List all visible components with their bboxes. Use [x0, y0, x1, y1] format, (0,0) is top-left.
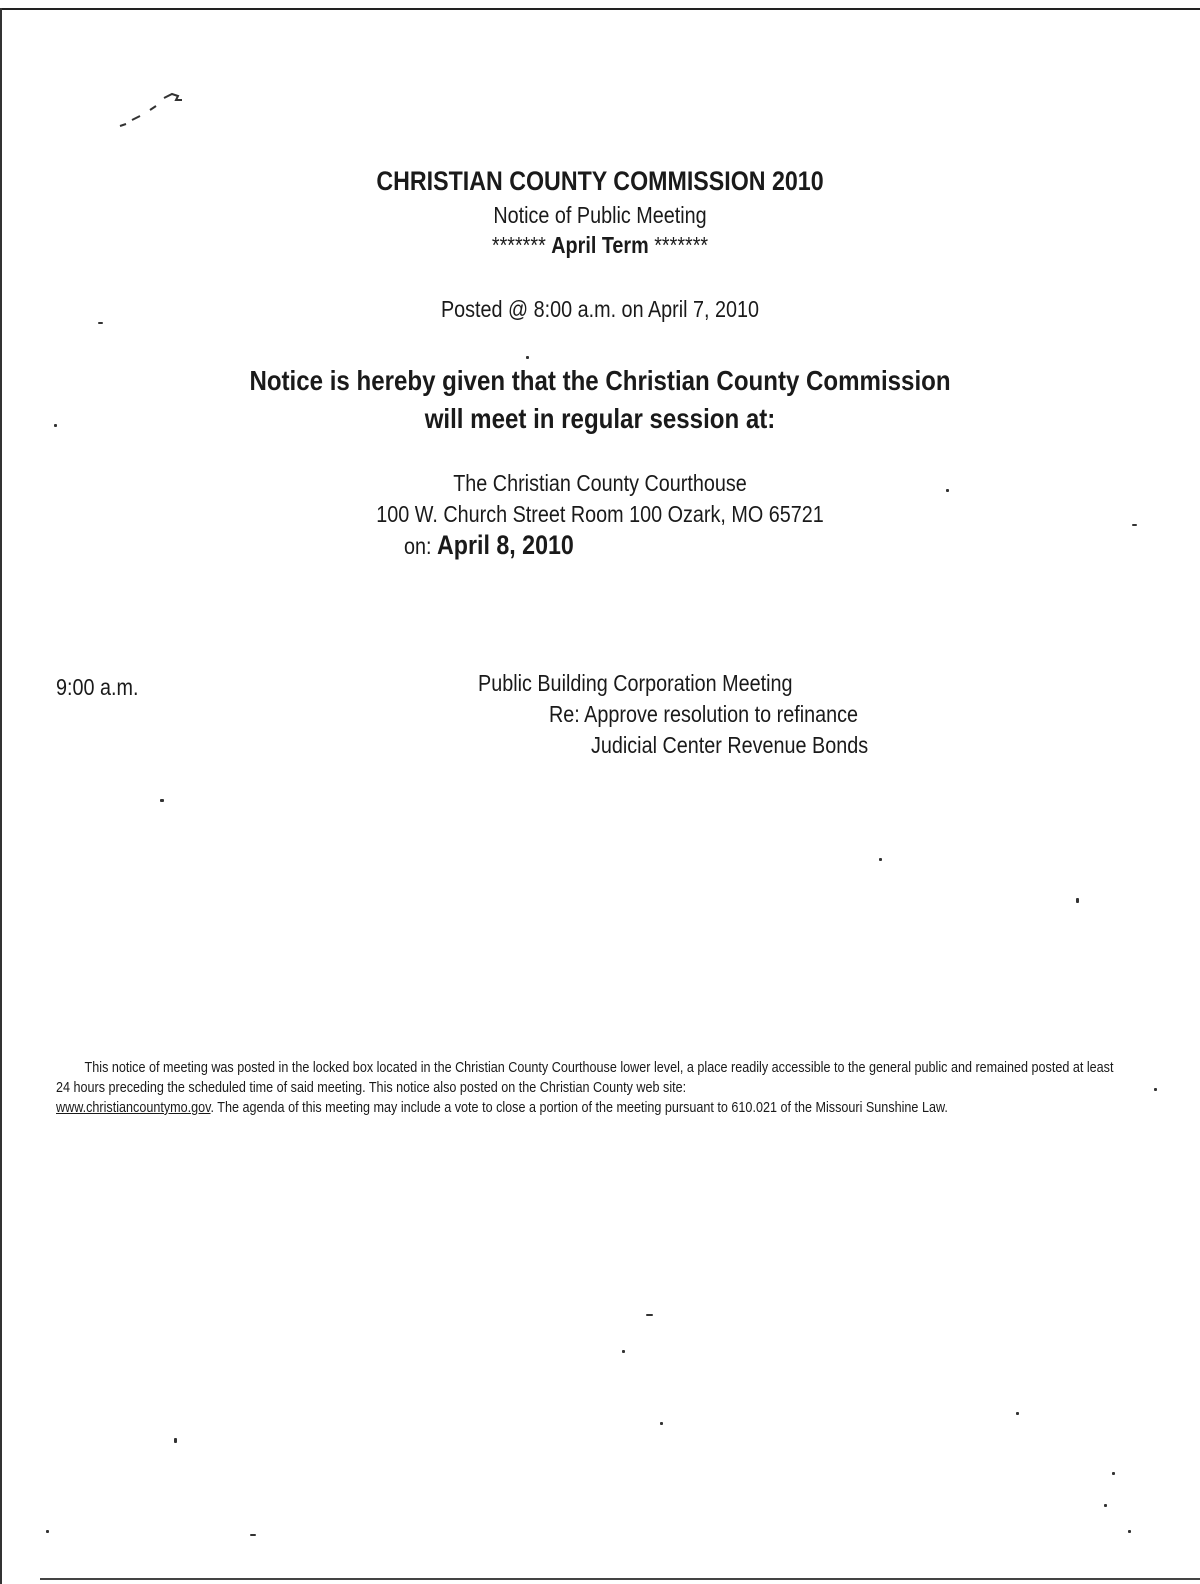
scan-speck	[54, 424, 57, 427]
scan-speck	[646, 1314, 653, 1316]
footer-text-start: This notice of meeting was posted in the locked box located in the Christian County Courthouse lower level, a place readily accessible to the general public and remained posted at least 24 hours preceding the scheduled time of said meeting. This notice also posted on the Christian County web site:	[56, 1059, 1114, 1096]
scan-left-edge	[0, 8, 2, 1584]
scan-speck	[1128, 1530, 1131, 1533]
agenda-item-title: Public Building Corporation Meeting	[478, 670, 793, 696]
notice-line-2: will meet in regular session at:	[424, 403, 776, 434]
notice-line-1: Notice is hereby given that the Christian County Commission	[249, 365, 951, 396]
footer-text-end: . The agenda of this meeting may include a vote to close a portion of the meeting pursuant to 610.021 of the Missouri Sunshine Law.	[210, 1099, 948, 1116]
location-building: The Christian County Courthouse	[453, 470, 747, 496]
commission-title: CHRISTIAN COUNTY COMMISSION 2010	[376, 166, 824, 196]
date-prefix: on:	[404, 533, 432, 559]
scan-speck	[879, 858, 882, 861]
scan-speck	[1104, 1504, 1107, 1507]
scan-speck	[946, 489, 949, 492]
agenda-time: 9:00 a.m.	[56, 674, 139, 700]
scan-speck	[660, 1422, 663, 1425]
date-value: April 8, 2010	[437, 530, 574, 560]
posted-line: Posted @ 8:00 a.m. on April 7, 2010	[440, 296, 760, 322]
meeting-date	[404, 530, 574, 561]
scan-speck	[622, 1350, 625, 1353]
scan-speck	[1076, 898, 1079, 903]
scan-speck	[160, 799, 164, 802]
scan-speck	[250, 1534, 256, 1536]
term-label: April Term	[551, 232, 649, 258]
agenda-item-re: Re: Approve resolution to refinance	[549, 701, 858, 727]
scan-bottom-edge	[40, 1578, 1200, 1580]
term-stars-left: *******	[491, 232, 546, 258]
agenda-item-detail: Judicial Center Revenue Bonds	[591, 732, 869, 758]
scan-speck	[174, 1438, 177, 1443]
scan-speck	[1112, 1472, 1115, 1475]
scan-speck	[526, 356, 529, 359]
notice-subtitle: Notice of Public Meeting	[493, 202, 707, 228]
notice-statement	[84, 362, 1116, 438]
posting-statement	[56, 1058, 1123, 1118]
meeting-location	[84, 468, 1116, 530]
scan-top-edge	[0, 8, 1200, 10]
scan-speck	[98, 322, 103, 324]
scan-speck	[1132, 524, 1137, 526]
scan-mark-squiggle	[116, 84, 192, 134]
term-stars-right: *******	[654, 232, 709, 258]
scan-speck	[46, 1530, 49, 1533]
term-line	[84, 232, 1116, 259]
county-website-link[interactable]: www.christiancountymo.gov	[56, 1099, 211, 1116]
scan-speck	[1016, 1412, 1019, 1415]
location-address: 100 W. Church Street Room 100 Ozark, MO 65721	[376, 501, 824, 527]
scan-speck	[1154, 1088, 1157, 1091]
